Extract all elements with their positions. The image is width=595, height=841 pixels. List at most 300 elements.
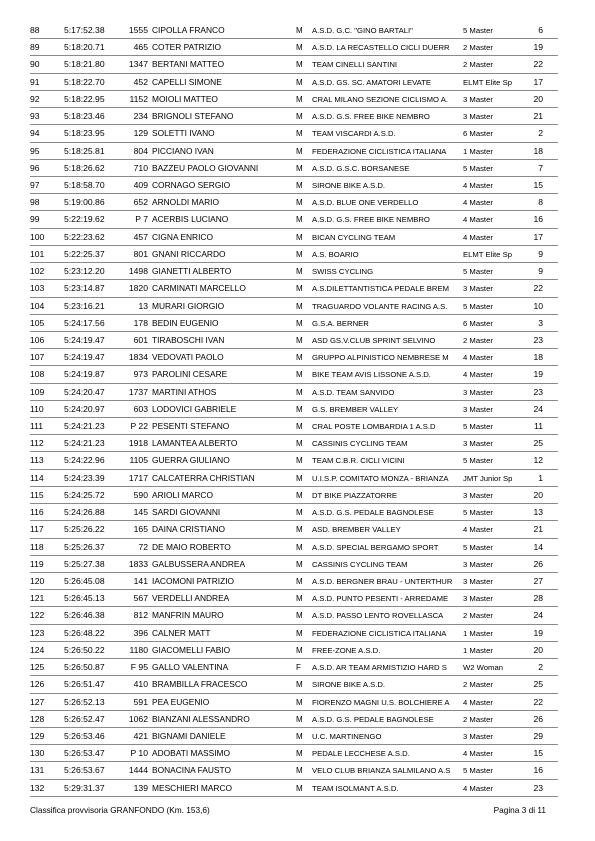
- table-row: [30, 74, 558, 91]
- category-rank: 21: [533, 111, 543, 122]
- category-rank: 25: [533, 438, 543, 449]
- table-row: [30, 332, 558, 349]
- category-rank: 14: [533, 541, 543, 552]
- bib-number: 165: [133, 524, 148, 535]
- category-rank: 3: [538, 317, 543, 328]
- category: 4 Master: [463, 232, 493, 242]
- category-rank: 20: [533, 644, 543, 655]
- athlete-name: MESCHIERI MARCO: [152, 782, 233, 793]
- position: 128: [30, 713, 45, 724]
- table-row: [30, 229, 558, 246]
- sex: M: [296, 422, 303, 432]
- position: 103: [30, 283, 45, 294]
- bib-number: 457: [133, 231, 148, 242]
- team-name: TEAM C.B.R. CICLI VICINI: [312, 456, 405, 466]
- category-rank: 23: [533, 386, 543, 397]
- athlete-name: PESENTI STEFANO: [152, 421, 230, 432]
- team-name: A.S.D. BLUE ONE VERDELLO: [312, 198, 419, 208]
- athlete-name: GIANETTI ALBERTO: [152, 266, 232, 277]
- category-rank: 23: [533, 334, 543, 345]
- finish-time: 5:18:58.70: [64, 179, 105, 190]
- category: 3 Master: [463, 439, 493, 449]
- bib-number: 1555: [128, 25, 148, 35]
- category-rank: 7: [538, 162, 543, 173]
- category: 5 Master: [463, 542, 493, 552]
- finish-time: 5:19:00.86: [64, 197, 105, 208]
- sex: M: [296, 215, 303, 225]
- category: 3 Master: [463, 94, 493, 104]
- finish-time: 5:25:26.22: [64, 524, 105, 535]
- table-row: [30, 521, 558, 538]
- finish-time: 5:18:20.71: [64, 42, 105, 53]
- finish-time: 5:18:23.46: [64, 111, 105, 122]
- table-row: [30, 56, 558, 73]
- table-row: [30, 590, 558, 607]
- bib-number: 1152: [129, 93, 148, 104]
- sex: M: [296, 697, 303, 707]
- table-row: [30, 607, 558, 624]
- athlete-name: ARNOLDI MARIO: [152, 197, 220, 208]
- athlete-name: ADOBATI MASSIMO: [152, 748, 231, 759]
- bib-number: 145: [133, 507, 148, 518]
- athlete-name: BEDIN EUGENIO: [152, 317, 219, 328]
- athlete-name: CAPELLI SIMONE: [152, 76, 222, 87]
- position: 110: [30, 403, 44, 414]
- bib-number: 710: [133, 162, 148, 173]
- category-rank: 19: [533, 42, 543, 53]
- category-rank: 11: [534, 421, 543, 432]
- sex: M: [296, 198, 303, 208]
- table-row: [30, 177, 558, 194]
- bib-number: 129: [133, 128, 148, 139]
- position: 121: [30, 593, 45, 604]
- athlete-name: PAROLINI CESARE: [152, 369, 228, 380]
- finish-time: 5:24:23.39: [64, 472, 105, 483]
- bib-number: 1444: [128, 765, 148, 776]
- finish-time: 5:18:23.95: [64, 128, 105, 139]
- category-rank: 26: [533, 558, 543, 569]
- bib-number: 1717: [128, 472, 148, 483]
- team-name: A.S.D. G.S. FREE BIKE NEMBRO: [312, 112, 430, 122]
- bib-number: 812: [133, 610, 148, 621]
- category: 5 Master: [463, 163, 493, 173]
- table-row: [30, 625, 558, 642]
- category: 3 Master: [463, 594, 493, 604]
- team-name: GRUPPO ALPINISTICO NEMBRESE M: [312, 353, 449, 363]
- athlete-name: GALBUSSERA ANDREA: [152, 558, 246, 569]
- category: 3 Master: [463, 490, 493, 500]
- team-name: A.S. BOARIO: [312, 249, 359, 259]
- bib-number: 603: [133, 403, 148, 414]
- team-name: CRAL MILANO SEZIONE CICLISMO A.: [312, 94, 448, 104]
- category-rank: 2: [538, 128, 543, 139]
- sex: M: [296, 473, 303, 483]
- position: 92: [30, 93, 40, 104]
- team-name: A.S.D. G.C. "GINO BARTALI": [312, 26, 413, 35]
- category-rank: 20: [533, 93, 543, 104]
- bib-number: 1105: [129, 455, 148, 466]
- table-row: [30, 728, 558, 745]
- category: JMT Junior Sp: [463, 473, 513, 483]
- category-rank: 22: [533, 283, 543, 294]
- position: 96: [30, 162, 40, 173]
- athlete-name: GNANI RICCARDO: [152, 248, 226, 259]
- position: 124: [30, 644, 45, 655]
- team-name: A.S.D. AR TEAM ARMISTIZIO HARD S: [312, 663, 447, 673]
- athlete-name: LODOVICI GABRIELE: [152, 403, 237, 414]
- finish-time: 5:23:16.21: [64, 300, 105, 311]
- position: 125: [30, 662, 45, 673]
- finish-time: 5:24:19.47: [64, 352, 105, 363]
- finish-time: 5:24:21.23: [64, 421, 105, 432]
- table-row: [30, 780, 558, 797]
- team-name: A.S.D. TEAM SANVIDO: [312, 387, 395, 397]
- finish-time: 5:25:26.37: [64, 541, 105, 552]
- team-name: A.S.D. BERGNER BRAU - UNTERTHUR: [312, 577, 453, 586]
- table-row: [30, 194, 558, 211]
- bib-number: 452: [133, 76, 148, 87]
- category-rank: 9: [538, 266, 543, 277]
- bib-number: 421: [133, 730, 148, 741]
- bib-number: P 22: [130, 421, 148, 432]
- category: 3 Master: [463, 112, 493, 122]
- table-row: [30, 246, 558, 263]
- table-row: [30, 263, 558, 280]
- category-rank: 6: [538, 25, 543, 35]
- bib-number: 1062: [128, 713, 148, 724]
- athlete-name: MURARI GIORGIO: [152, 300, 225, 311]
- table-row: [30, 745, 558, 762]
- finish-time: 5:18:22.95: [64, 93, 105, 104]
- sex: M: [296, 232, 303, 242]
- finish-time: 5:26:52.13: [64, 696, 105, 707]
- sex: M: [296, 163, 303, 173]
- bib-number: 1834: [128, 352, 148, 363]
- category: 5 Master: [463, 456, 493, 466]
- athlete-name: CALCATERRA CHRISTIAN: [152, 472, 255, 483]
- team-name: FREE-ZONE A.S.D.: [312, 645, 381, 655]
- position: 114: [30, 472, 44, 483]
- bib-number: P 7: [135, 214, 148, 225]
- team-name: G.S. BREMBER VALLEY: [312, 404, 399, 414]
- bib-number: 801: [133, 248, 148, 259]
- category-rank: 1: [538, 472, 543, 483]
- sex: M: [296, 26, 303, 35]
- athlete-name: PEA EUGENIO: [152, 696, 210, 707]
- bib-number: 72: [138, 541, 148, 552]
- position: 98: [30, 197, 40, 208]
- athlete-name: CORNAGO SERGIO: [152, 179, 231, 190]
- team-name: A.S.D. G.S. PEDALE BAGNOLESE: [312, 508, 434, 518]
- table-row: [30, 659, 558, 676]
- category: 5 Master: [463, 26, 493, 35]
- category-rank: 15: [533, 179, 543, 190]
- table-row: [30, 91, 558, 108]
- athlete-name: BERTANI MATTEO: [152, 59, 225, 70]
- sex: M: [296, 387, 303, 397]
- category: 2 Master: [463, 43, 493, 53]
- athlete-name: TIRABOSCHI IVAN: [152, 334, 225, 345]
- team-name: TEAM CINELLI SANTINI: [312, 60, 398, 70]
- sex: M: [296, 60, 303, 70]
- position: 116: [30, 507, 44, 518]
- team-name: SWISS CYCLING: [312, 267, 374, 277]
- finish-time: 5:22:23.62: [64, 231, 105, 242]
- sex: M: [296, 404, 303, 414]
- team-name: A.S.D. SPECIAL BERGAMO SPORT: [312, 542, 439, 552]
- table-row: [30, 366, 558, 383]
- bib-number: 590: [133, 489, 148, 500]
- category: 1 Master: [463, 628, 493, 638]
- category-rank: 27: [533, 576, 543, 586]
- position: 100: [30, 231, 45, 242]
- position: 90: [30, 59, 40, 70]
- category: 1 Master: [463, 146, 493, 156]
- results-table: [30, 22, 558, 797]
- footer-title: Classifica provvisoria GRANFONDO (Km. 153,6): [30, 805, 210, 815]
- finish-time: 5:18:22.70: [64, 76, 105, 87]
- team-name: TEAM ISOLMANT A.S.D.: [312, 783, 399, 793]
- team-name: FIORENZO MAGNI U.S. BOLCHIERE A: [312, 697, 450, 707]
- athlete-name: COTER PATRIZIO: [152, 42, 222, 53]
- table-row: [30, 487, 558, 504]
- bib-number: 139: [133, 782, 148, 793]
- category-rank: 24: [533, 610, 543, 621]
- category-rank: 12: [533, 455, 543, 466]
- athlete-name: ACERBIS LUCIANO: [152, 214, 229, 225]
- bib-number: 1737: [128, 386, 148, 397]
- finish-time: 5:24:17.56: [64, 317, 105, 328]
- bib-number: 396: [133, 627, 148, 638]
- team-name: A.S.DILETTANTISTICA PEDALE BREM: [312, 284, 449, 294]
- finish-time: 5:24:25.72: [64, 489, 105, 500]
- table-row: [30, 160, 558, 177]
- position: 123: [30, 627, 45, 638]
- category: 5 Master: [463, 301, 493, 311]
- athlete-name: PICCIANO IVAN: [152, 145, 214, 156]
- team-name: A.S.D. LA RECASTELLO CICLI DUERR: [312, 43, 450, 53]
- position: 94: [30, 128, 40, 139]
- table-row: [30, 556, 558, 573]
- position: 131: [30, 765, 45, 776]
- table-row: [30, 711, 558, 728]
- position: 111: [30, 421, 44, 432]
- position: 107: [30, 352, 45, 363]
- sex: M: [296, 490, 303, 500]
- table-row: [30, 435, 558, 452]
- position: 93: [30, 111, 40, 122]
- category-rank: 22: [533, 696, 543, 707]
- category-rank: 18: [533, 145, 543, 156]
- finish-time: 5:26:50.22: [64, 644, 105, 655]
- finish-time: 5:26:53.47: [64, 748, 105, 759]
- team-name: CASSINIS CYCLING TEAM: [312, 559, 408, 569]
- sex: M: [296, 249, 303, 259]
- finish-time: 5:24:22.96: [64, 455, 105, 466]
- bib-number: 652: [133, 197, 148, 208]
- finish-time: 5:22:25.37: [64, 248, 105, 259]
- finish-time: 5:18:26.62: [64, 162, 105, 173]
- sex: M: [296, 43, 303, 53]
- category: 4 Master: [463, 370, 493, 380]
- sex: M: [296, 628, 303, 638]
- finish-time: 5:18:21.80: [64, 59, 105, 70]
- category: 4 Master: [463, 749, 493, 759]
- sex: M: [296, 731, 303, 741]
- finish-time: 5:26:46.38: [64, 610, 105, 621]
- team-name: A.S.D. PUNTO PESENTI - ARREDAME: [312, 594, 449, 604]
- finish-time: 5:23:14.87: [64, 283, 105, 294]
- category: ELMT Elite Sp: [463, 77, 512, 87]
- bib-number: 178: [133, 317, 148, 328]
- sex: M: [296, 318, 303, 328]
- sex: M: [296, 129, 303, 139]
- team-name: CASSINIS CYCLING TEAM: [312, 439, 408, 449]
- finish-time: 5:22:19.62: [64, 214, 105, 225]
- category-rank: 21: [533, 524, 543, 535]
- sex: M: [296, 267, 303, 277]
- sex: M: [296, 146, 303, 156]
- position: 130: [30, 748, 45, 759]
- position: 105: [30, 317, 45, 328]
- table-row: [30, 280, 558, 297]
- finish-time: 5:26:48.22: [64, 627, 105, 638]
- table-row: [30, 22, 558, 39]
- table-row: [30, 211, 558, 228]
- position: 119: [30, 558, 44, 569]
- category: 2 Master: [463, 611, 493, 621]
- sex: M: [296, 353, 303, 363]
- team-name: G.S.A. BERNER: [312, 318, 369, 328]
- team-name: FEDERAZIONE CICLISTICA ITALIANA: [312, 628, 447, 638]
- category: 6 Master: [463, 318, 493, 328]
- sex: M: [296, 766, 303, 776]
- athlete-name: VERDELLI ANDREA: [152, 593, 230, 604]
- finish-time: 5:18:25.81: [64, 145, 105, 156]
- athlete-name: MARTINI ATHOS: [152, 386, 217, 397]
- table-row: [30, 125, 558, 142]
- position: 118: [30, 541, 44, 552]
- athlete-name: DAINA CRISTIANO: [152, 524, 226, 535]
- table-row: [30, 573, 558, 590]
- finish-time: 5:26:51.47: [64, 679, 105, 690]
- table-row: [30, 452, 558, 469]
- category-rank: 16: [533, 214, 543, 225]
- table-row: [30, 298, 558, 315]
- bib-number: 234: [133, 111, 148, 122]
- category: 4 Master: [463, 697, 493, 707]
- position: 101: [30, 248, 45, 259]
- finish-time: 5:26:53.46: [64, 730, 105, 741]
- category-rank: 18: [533, 352, 543, 363]
- category: 3 Master: [463, 577, 493, 586]
- sex: M: [296, 783, 303, 793]
- category-rank: 17: [533, 76, 543, 87]
- category-rank: 19: [533, 627, 543, 638]
- category-rank: 26: [533, 713, 543, 724]
- team-name: U.C. MARTINENGO: [312, 731, 382, 741]
- athlete-name: GUERRA GIULIANO: [152, 455, 230, 466]
- table-row: [30, 504, 558, 521]
- position: 97: [30, 179, 40, 190]
- team-name: FEDERAZIONE CICLISTICA ITALIANA: [312, 146, 447, 156]
- category: ELMT Elite Sp: [463, 249, 512, 259]
- category: 1 Master: [463, 645, 493, 655]
- finish-time: 5:26:45.13: [64, 593, 105, 604]
- table-row: [30, 315, 558, 332]
- finish-time: 5:26:52.47: [64, 713, 105, 724]
- team-name: A.S.D. PASSO LENTO ROVELLASCA: [312, 611, 444, 621]
- bib-number: 410: [133, 679, 148, 690]
- sex: M: [296, 456, 303, 466]
- team-name: TEAM VISCARDI A.S.D.: [312, 129, 396, 139]
- table-row: [30, 108, 558, 125]
- category-rank: 15: [533, 748, 543, 759]
- athlete-name: BRAMBILLA FRACESCO: [152, 679, 248, 690]
- team-name: SIRONE BIKE A.S.D.: [312, 680, 386, 690]
- sex: M: [296, 112, 303, 122]
- finish-time: 5:23:12.20: [64, 266, 105, 277]
- sex: M: [296, 94, 303, 104]
- sex: M: [296, 680, 303, 690]
- category: 2 Master: [463, 60, 493, 70]
- team-name: BICAN CYCLING TEAM: [312, 232, 396, 242]
- category-rank: 24: [533, 403, 543, 414]
- sex: M: [296, 301, 303, 311]
- category-rank: 17: [533, 231, 543, 242]
- athlete-name: CIGNA ENRICO: [152, 231, 213, 242]
- team-name: U.I.S.P. COMITATO MONZA - BRIANZA: [312, 473, 449, 483]
- finish-time: 5:24:20.47: [64, 386, 105, 397]
- category-rank: 13: [533, 507, 543, 518]
- athlete-name: DE MAIO ROBERTO: [152, 541, 231, 552]
- athlete-name: LAMANTEA ALBERTO: [152, 438, 238, 449]
- athlete-name: MANFRIN MAURO: [152, 610, 224, 621]
- team-name: A.S.D. GS. SC. AMATORI LEVATE: [312, 77, 432, 87]
- bib-number: 804: [133, 145, 148, 156]
- position: 106: [30, 334, 45, 345]
- team-name: DT BIKE PIAZZATORRE: [312, 490, 398, 500]
- finish-time: 5:24:21.23: [64, 438, 105, 449]
- athlete-name: BRIGNOLI STEFANO: [152, 111, 234, 122]
- athlete-name: SARDI GIOVANNI: [152, 507, 221, 518]
- athlete-name: IACOMONI PATRIZIO: [152, 576, 235, 586]
- sex: F: [296, 663, 301, 673]
- team-name: ASD. BREMBER VALLEY: [312, 525, 401, 535]
- table-row: [30, 418, 558, 435]
- sex: M: [296, 508, 303, 518]
- category-rank: 29: [533, 730, 543, 741]
- position: 108: [30, 369, 45, 380]
- table-row: [30, 694, 558, 711]
- finish-time: 5:26:50.87: [64, 662, 105, 673]
- position: 117: [30, 524, 44, 535]
- position: 99: [30, 214, 40, 225]
- category: 5 Master: [463, 508, 493, 518]
- bib-number: 465: [133, 42, 148, 53]
- team-name: A.S.D. G.S. PEDALE BAGNOLESE: [312, 714, 434, 724]
- category-rank: 25: [533, 679, 543, 690]
- category: 5 Master: [463, 422, 493, 432]
- category-rank: 19: [533, 369, 543, 380]
- category: 4 Master: [463, 525, 493, 535]
- position: 127: [30, 696, 45, 707]
- bib-number: 409: [133, 179, 148, 190]
- bib-number: 13: [138, 300, 148, 311]
- finish-time: 5:24:20.97: [64, 403, 105, 414]
- athlete-name: ARIOLI MARCO: [152, 489, 213, 500]
- sex: M: [296, 335, 303, 345]
